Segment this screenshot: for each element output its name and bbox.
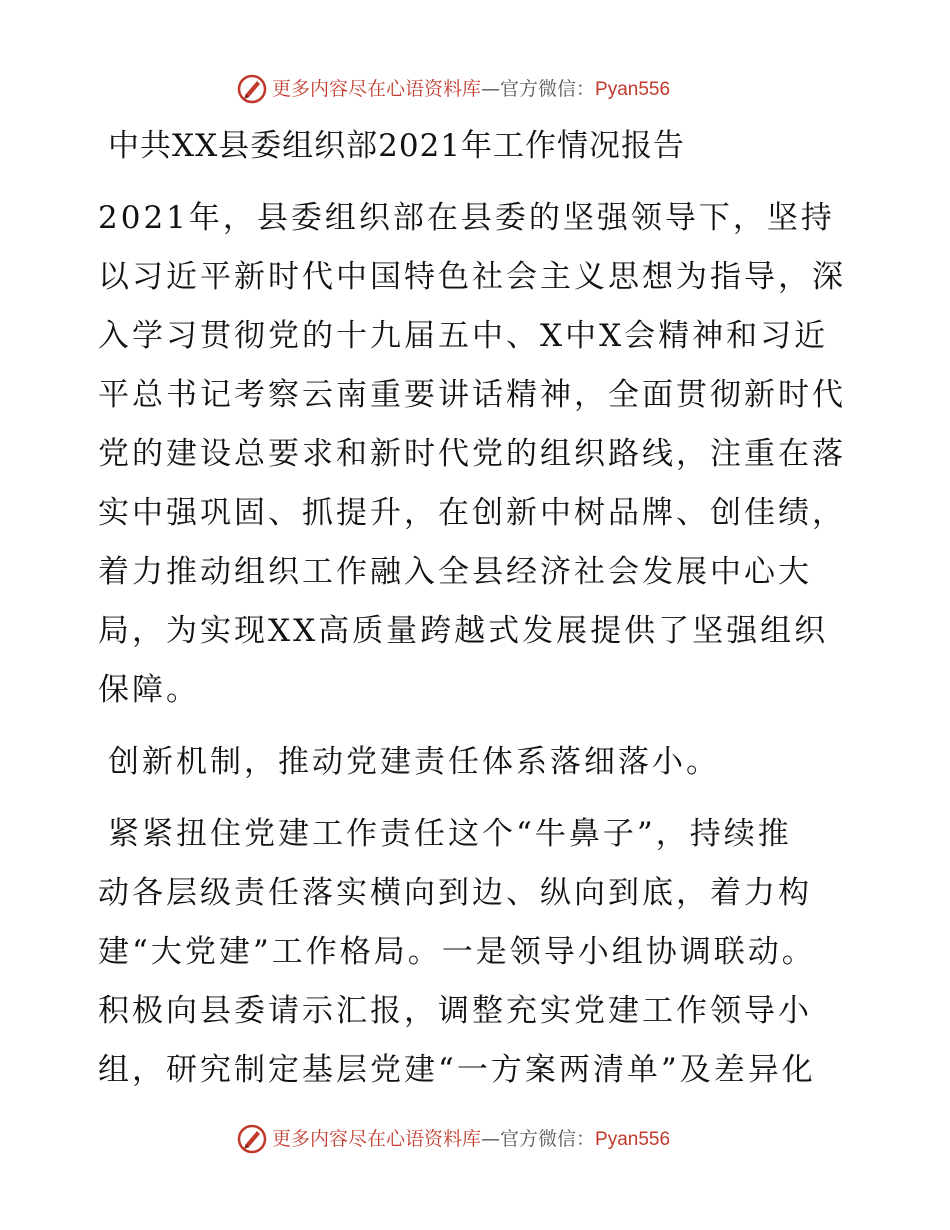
paragraph2-line: 动各层级责任落实横向到边、纵向到底，着力构: [98, 875, 812, 911]
section-heading: 创新机制，推动党建责任体系落细落小。: [108, 744, 720, 780]
paragraph2-line: 紧紧扭住党建工作责任这个“牛鼻子”，持续推: [108, 816, 792, 852]
watermark-separator: —: [481, 1128, 501, 1150]
pen-seal-icon: [236, 1123, 268, 1155]
watermark-label: 官方微信：: [500, 78, 596, 100]
paragraph2-line: 组，研究制定基层党建“一方案两清单”及差异化: [98, 1052, 816, 1088]
pen-seal-icon: [236, 73, 268, 105]
watermark-banner-bottom: [0, 1120, 950, 1160]
paragraph1-line: 党的建设总要求和新时代党的组织路线，注重在落: [98, 436, 846, 472]
watermark-text: [272, 1127, 670, 1152]
document-title: 中共XX县委组织部2021年工作情况报告: [108, 128, 686, 164]
paragraph1-line: 入学习贯彻党的十九届五中、X中X会精神和习近: [98, 318, 829, 354]
paragraph1-line: 局，为实现XX高质量跨越式发展提供了坚强组织: [98, 613, 829, 649]
paragraph1-line: 2021年，县委组织部在县委的坚强领导下，坚持: [98, 200, 835, 236]
paragraph1-line: 实中强巩固、抓提升，在创新中树品牌、创佳绩，: [98, 495, 846, 531]
paragraph1-line: 着力推动组织工作融入全县经济社会发展中心大: [98, 554, 812, 590]
watermark-banner-top: [0, 70, 950, 110]
watermark-handle: Pyan556: [595, 79, 671, 100]
paragraph1-line: 平总书记考察云南重要讲话精神，全面贯彻新时代: [98, 377, 846, 413]
paragraph2-line: 建“大党建”工作格局。一是领导小组协调联动。: [98, 934, 816, 970]
watermark-handle: Pyan556: [595, 1129, 671, 1150]
paragraph1-line: 以习近平新时代中国特色社会主义思想为指导，深: [98, 259, 846, 295]
paragraph2-line: 积极向县委请示汇报，调整充实党建工作领导小: [98, 993, 812, 1029]
watermark-separator: —: [481, 78, 501, 100]
watermark-label: 官方微信：: [500, 1128, 596, 1150]
paragraph1-line: 保障。: [98, 672, 200, 708]
watermark-text: [272, 77, 670, 102]
watermark-brand: 更多内容尽在心语资料库: [272, 78, 482, 100]
watermark-brand: 更多内容尽在心语资料库: [272, 1128, 482, 1150]
